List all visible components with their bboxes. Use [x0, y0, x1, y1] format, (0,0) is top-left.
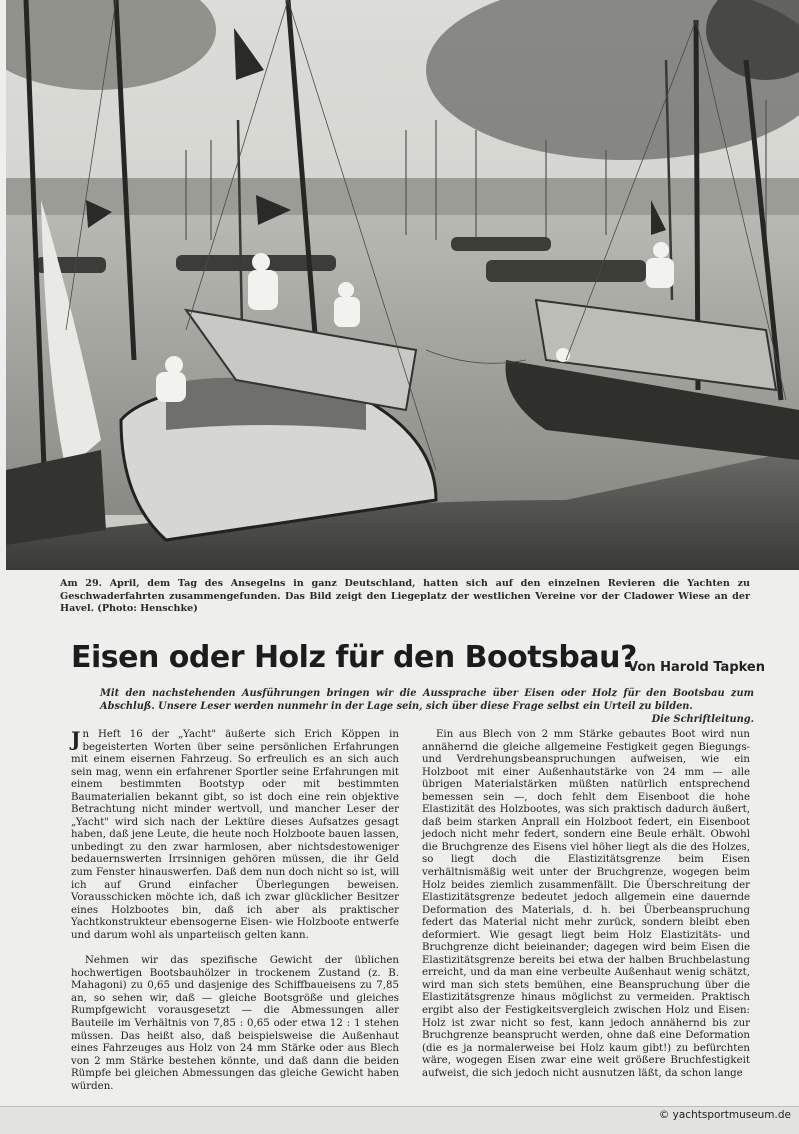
article-intro: [100, 687, 754, 726]
article-column-left: [71, 729, 399, 1106]
intro-text: Mit den nachstehenden Ausführungen bringen wir die Aussprache über Eisen oder Holz für den Bootsbau zum Abschluß. Unsere Leser werden nunmehr in der Lage sein, sich über diese Frage selbst ein Urteil zu bilden.: [100, 688, 754, 712]
article-title: Eisen oder Holz für den Bootsbau?: [71, 640, 637, 675]
photo-caption: Am 29. April, dem Tag des Ansegelns in ganz Deutschland, hatten sich auf den einzelnen Revieren die Yachten zu Geschwaderfahrten zusammengefunden. Das Bild zeigt den Liegeplatz der westlichen Vereine vor der Cladower Wiese an der Havel. (Photo: Henschke): [60, 578, 750, 614]
harbor-photo: [6, 0, 799, 570]
intro-signature: Die Schriftleitung.: [651, 714, 754, 725]
paragraph-text: n Heft 16 der „Yacht" äußerte sich Erich Köppen in begeisterten Worten über seine persönlichen Erfahrungen mit einem eisernen Fahrzeug. So erfreulich es an sich auch sein mag, wenn ein erfahrener Sportler seine Erfahrungen mit einem bestimmten Bootstyp oder mit bestimmten Baumaterialien bekannt gibt, so ist doch eine rein objektive Betrachtung nicht minder wertvoll, und mancher Leser der „Yacht" wird sich nach der Lektüre dieses Aufsatzes gesagt haben, daß jene Leute, die heute noch Holzboote bauen lassen, unbedingt zu den zwar harmlosen, aber nichtsdestoweniger bedauernswerten Irrsinnigen gehören müssen, die ihr Geld zum Fenster hinauswerfen. Daß dem nun doch nicht so ist, will ich auf Grund einfacher Überlegungen beweisen. Vorausschicken möchte ich, daß ich zwar glücklicher Besitzer eines Holzbootes bin, daß ich aber als praktischer Yachtkonstrukteur ebensogerne Eisen- wie Holzboote entwerfe und darum wohl als unparteiisch gelten kann.: [71, 729, 399, 941]
sailing-harbor-photo: [6, 0, 799, 570]
paragraph: [71, 729, 399, 942]
dropcap: J: [71, 727, 81, 751]
article-column-right: [422, 729, 750, 1093]
paragraph: Ein aus Blech von 2 mm Stärke gebautes Boot wird nun annähernd die gleiche allgemeine Festigkeit gegen Biegungs- und Verdrehungsbeanspruchungen aufweisen, wie ein Holzboot mit einer Außenhautstärke von 24 mm — alle übrigen Materialstärken müßten natürlich entsprechend bemessen sein —, doch fehlt dem Eisenboot die hohe Elastizität des Holzbootes, was sich praktisch dadurch äußert, daß beim starken Anprall ein Holzboot federt, ein Eisenboot jedoch nicht mehr federt, sondern eine Beule erhält. Obwohl die Bruchgrenze des Eisens viel höher liegt als die des Holzes, so liegt doch die Elastizitätsgrenze beim Eisen verhältnismäßig weit unter der Bruchgrenze, wogegen beim Holz beides ziemlich zusammenfällt. Die Überschreitung der Elastizitätsgrenze bedeutet jedoch allgemein eine dauernde Deformation des Materials, d. h. bei Überbeanspruchung federt das Material nicht mehr zurück, sondern bleibt eben deformiert. Wie gesagt liegt beim Holz Elastizitäts- und Bruchgrenze dicht beieinander; dagegen wird beim Eisen die Elastizitätsgrenze bereits bei etwa der halben Bruchbelastung erreicht, und da man eine verbeulte Außenhaut wenig schätzt, wird man sich stets bemühen, eine Beanspruchung über die Elastizitätsgrenze hinaus möglichst zu vermeiden. Praktisch ergibt also der Festigkeitsvergleich zwischen Holz und Eisen: Holz ist zwar nicht so fest, kann jedoch annähernd bis zur Bruchgrenze beansprucht werden, ohne daß eine Deformation (die es ja normalerweise bei Holz kaum gibt!) zu befürchten wäre, wogegen Eisen zwar eine weit größere Bruchfestigkeit aufweist, die sich jedoch nicht ausnutzen läßt, da schon lange: [422, 729, 750, 1079]
copyright-notice: © yachtsportmuseum.de: [658, 1109, 791, 1121]
paragraph: Nehmen wir das spezifische Gewicht der üblichen hochwertigen Bootsbauhölzer in trockenem Zustand (z. B. Mahagoni) zu 0,65 und dasjenige des Schiffbaueisens zu 7,85 an, so sehen wir, daß — gleiche Bootsgröße und gleiches Rumpfgewicht vorausgesetzt — die Abmessungen aller Bauteile im Verhältnis von 7,85 : 0,65 oder etwa 12 : 1 stehen müssen. Das heißt also, daß beispielsweise die Außenhaut eines Fahrzeuges aus Holz von 24 mm Stärke oder aus Blech von 2 mm Stärke bestehen könnte, und daß dann die beiden Rümpfe bei gleichen Abmessungen das gleiche Gewicht haben würden.: [71, 955, 399, 1092]
article-author: Von Harold Tapken: [628, 660, 765, 675]
